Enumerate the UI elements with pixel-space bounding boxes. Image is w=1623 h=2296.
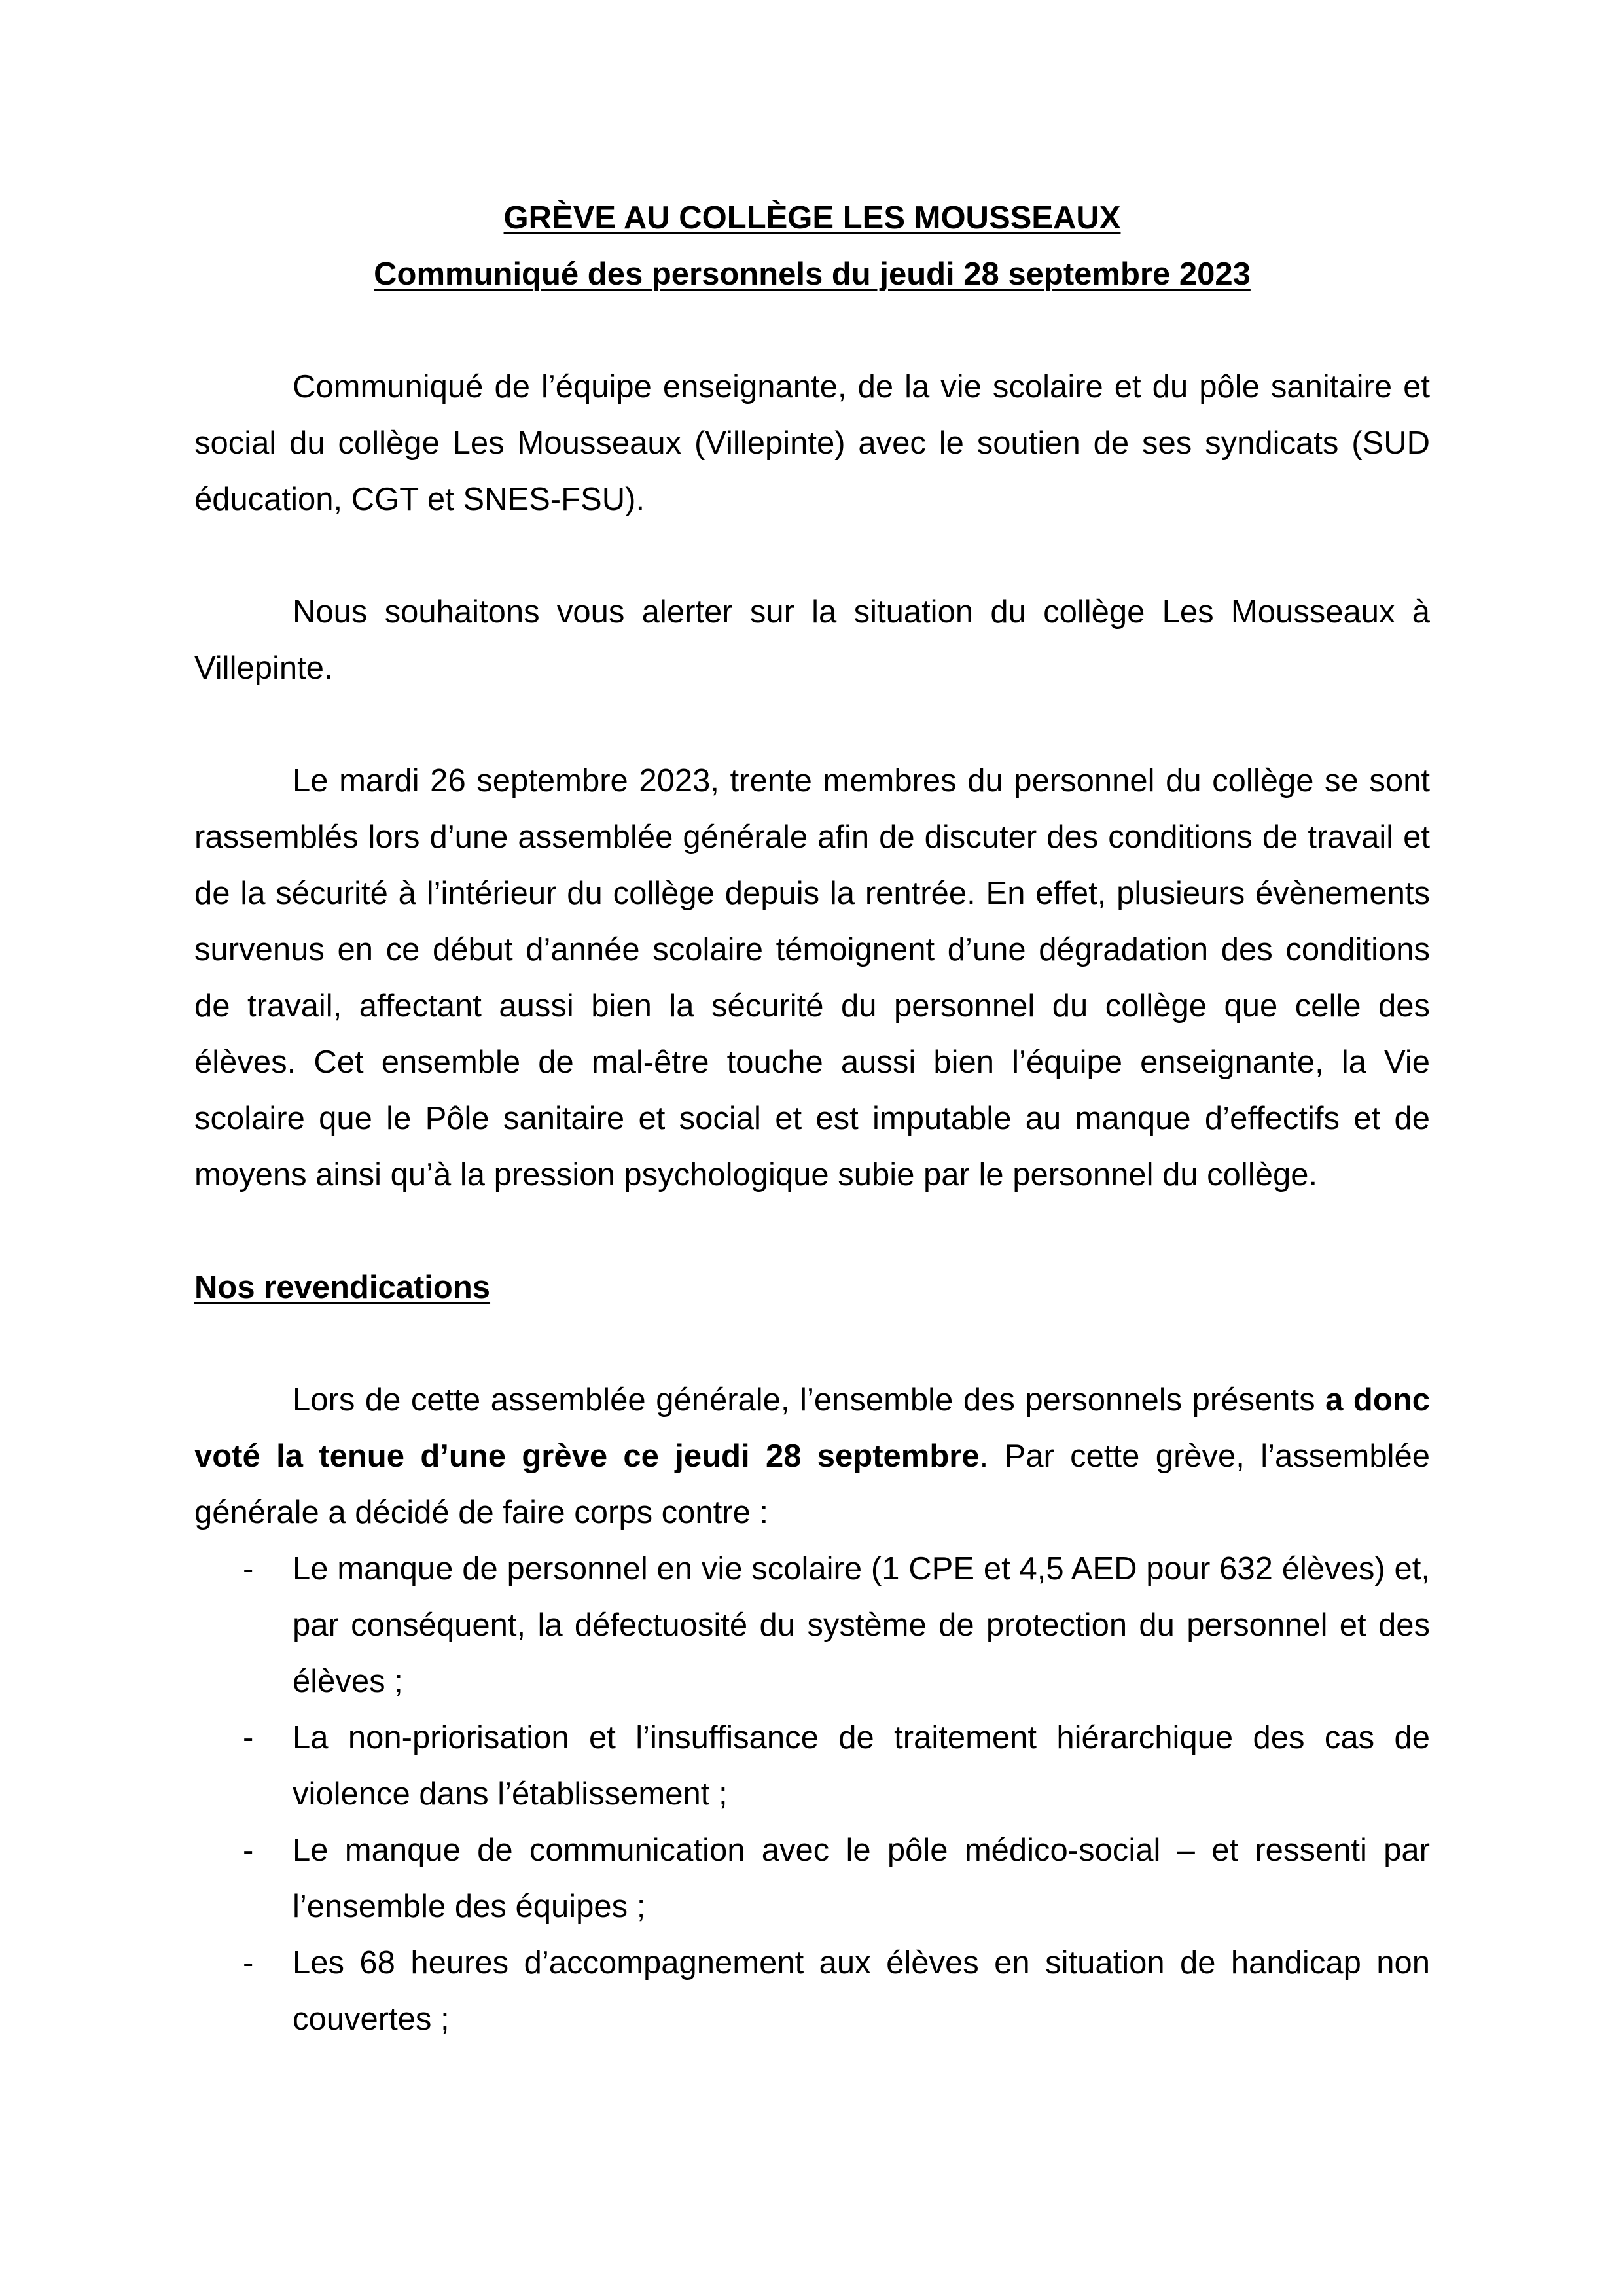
intro-paragraph: Communiqué de l’équipe enseignante, de la vie scolaire et du pôle sanitaire et social du collège Les Mousseaux (Villepinte) avec le soutien de ses syndicats (SUD éducation, CGT et SNES-FSU).	[194, 369, 1430, 517]
alert-paragraph: Nous souhaitons vous alerter sur la situation du collège Les Mousseaux à Villepinte.	[194, 594, 1430, 686]
bullet-marker: -	[243, 1945, 254, 1981]
list-item-text: Les 68 heures d’accompagnement aux élèves en situation de handicap non couvertes ;	[293, 1945, 1430, 2037]
list-item	[194, 1541, 1430, 1710]
document-subtitle: Communiqué des personnels du jeudi 28 septembre 2023	[374, 257, 1251, 292]
document-body	[194, 190, 1430, 2047]
list-item-text: Le manque de personnel en vie scolaire (1 CPE et 4,5 AED pour 632 élèves) et, par conséquent, la défectuosité du système de protection du personnel et des élèves ;	[293, 1551, 1430, 1699]
claims-text-bold: a donc voté la tenue d’une grève ce jeudi 28 septembre	[194, 1382, 1430, 1474]
claims-text-before: Lors de cette assemblée générale, l’ensemble des personnels présents	[293, 1382, 1326, 1418]
claims-paragraph	[194, 1372, 1430, 1541]
claims-text-after: . Par cette grève, l’assemblée générale a décidé de faire corps contre :	[194, 1439, 1430, 1530]
context-paragraph: Le mardi 26 septembre 2023, trente membres du personnel du collège se sont rassemblés lors d’une assemblée générale afin de discuter des conditions de travail et de la sécurité à l’intérieur du collège depuis la rentrée. En effet, plusieurs évènements survenus en ce début d’année scolaire témoignent d’une dégradation des conditions de travail, affectant aussi bien la sécurité du personnel du collège que celle des élèves. Cet ensemble de mal-être touche aussi bien l’équipe enseignante, la Vie scolaire que le Pôle sanitaire et social et est imputable au manque d’effectifs et de moyens ainsi qu’à la pression psychologique subie par le personnel du collège.	[194, 763, 1430, 1193]
bullet-marker: -	[243, 1720, 254, 1755]
list-item	[194, 1710, 1430, 1822]
bullet-marker: -	[243, 1833, 254, 1868]
claims-list	[194, 1541, 1430, 2047]
list-item	[194, 1935, 1430, 2047]
list-item	[194, 1822, 1430, 1935]
section-heading-revendications: Nos revendications	[194, 1270, 491, 1305]
list-item-text: Le manque de communication avec le pôle médico-social – et ressenti par l’ensemble des équipes ;	[293, 1833, 1430, 1924]
document-title: GRÈVE AU COLLÈGE LES MOUSSEAUX	[503, 200, 1121, 236]
list-item-text: La non-priorisation et l’insuffisance de traitement hiérarchique des cas de violence dans l’établissement ;	[293, 1720, 1430, 1812]
bullet-marker: -	[243, 1551, 254, 1587]
